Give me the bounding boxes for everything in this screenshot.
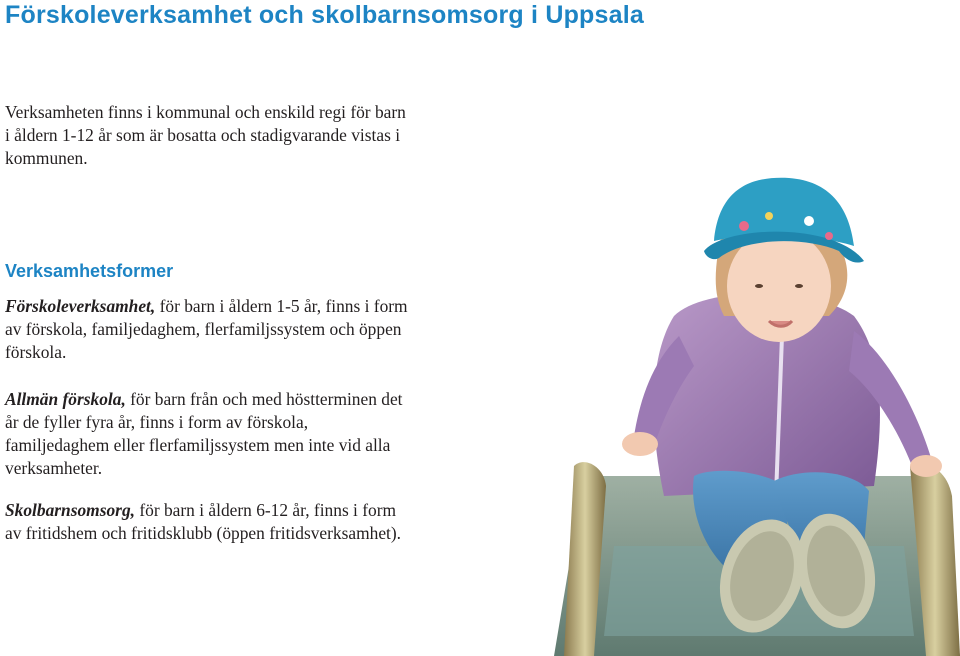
paragraph-skolbarnsomsorg	[5, 499, 413, 545]
term-forskoleverksamhet: Förskoleverksamhet,	[5, 296, 156, 316]
intro-paragraph: Verksamheten finns i kommunal och enskild regi för barn i åldern 1-12 år som är bosatta och stadigvarande vistas i kommunen.	[5, 102, 406, 168]
paragraph-forskoleverksamhet-text: för barn i åldern 1-5 år, finns i form av förskola, familjedaghem, flerfamiljssystem och öppen förskola.	[5, 296, 408, 362]
term-allman-forskola: Allmän förskola,	[5, 389, 126, 409]
page-title: Förskoleverksamhet och skolbarnsomsorg i Uppsala	[5, 1, 644, 29]
paragraph-forskoleverksamhet	[5, 295, 413, 364]
paragraph-allman-forskola	[5, 388, 413, 480]
term-skolbarnsomsorg: Skolbarnsomsorg,	[5, 500, 135, 520]
child-on-slide-photo	[554, 166, 960, 656]
paragraph-allman-forskola-text: för barn från och med höstterminen det år de fyller fyra år, finns i form av förskola, familjedaghem eller flerfamiljssystem men inte vid alla verksamheter.	[5, 389, 403, 478]
section-heading: Verksamhetsformer	[5, 261, 174, 281]
paragraph-skolbarnsomsorg-text: för barn i åldern 6-12 år, finns i form av fritidshem och fritidsklubb (öppen fritidsverksamhet).	[5, 500, 402, 543]
